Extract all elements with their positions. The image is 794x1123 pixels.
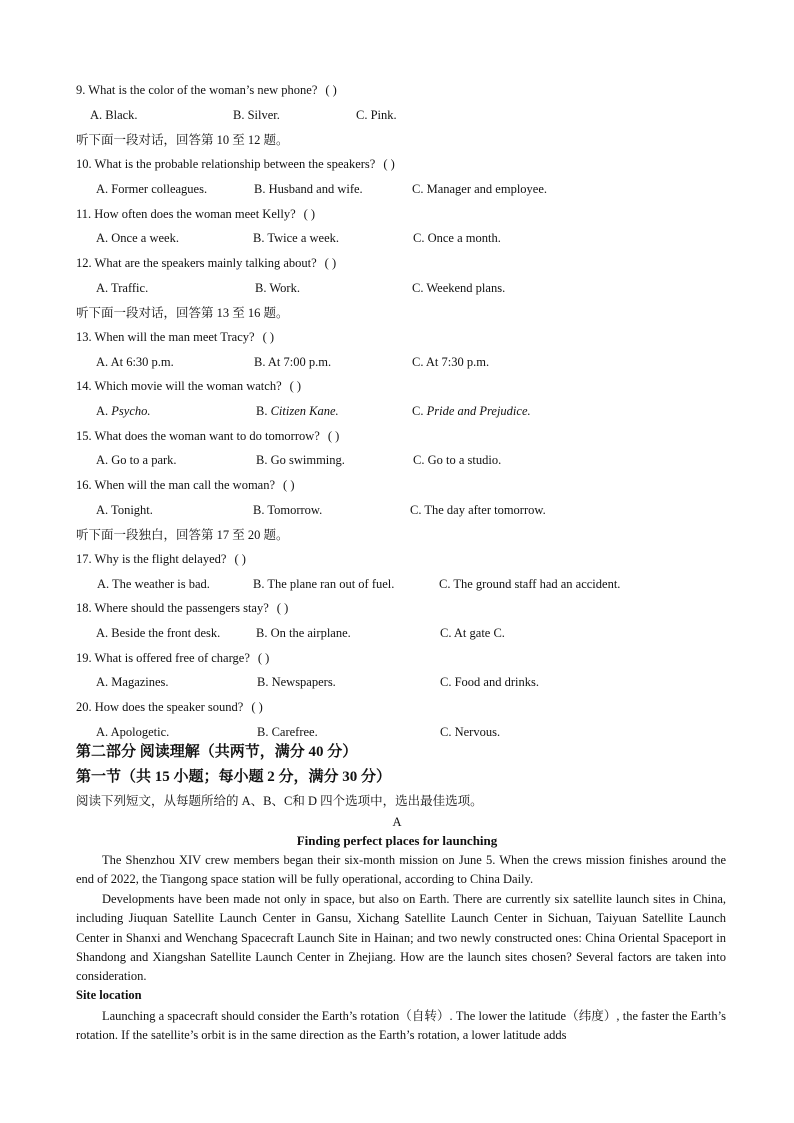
q17-option-c: C. The ground staff had an accident. [439,577,621,591]
paragraph-2: Developments have been made not only in space, but also on Earth. There are currently six satellite launch sites in China, including Jiuquan Satellite Launch Center in Gansu, Xichang Satellite Launch Center in Sichuan, Taiyuan Satellite Launch Center in Shanxi and Wenchang Spacecraft Launch Site in Hainan; and two newly constructed ones: China Oriental Spaceport in Shandong and Xiangshan Satellite Launch Center in Zhejiang. How are the launch sites chosen? Several factors are taken into consideration. [76,891,726,984]
passage-body-continued [76,1007,726,1046]
q14-option-c: C. Pride and Prejudice. [412,404,531,418]
question-18: 18. Where should the passengers stay? ( ) [76,601,289,615]
q9-option-a: A. Black. [90,108,138,122]
q15-option-b: B. Go swimming. [256,453,345,467]
q19-option-b: B. Newspapers. [257,675,336,689]
question-20: 20. How does the speaker sound? ( ) [76,700,263,714]
q11-option-a: A. Once a week. [96,231,179,245]
q19-option-c: C. Food and drinks. [440,675,539,689]
passage-body [76,851,726,987]
q12-option-a: A. Traffic. [96,281,149,295]
question-19: 19. What is offered free of charge? ( ) [76,651,270,665]
q10-option-a: A. Former colleagues. [96,182,208,196]
question-10: 10. What is the probable relationship between the speakers? ( ) [76,157,395,171]
question-14: 14. Which movie will the woman watch? ( ) [76,379,302,393]
q15-option-c: C. Go to a studio. [413,453,502,467]
q12-option-c: C. Weekend plans. [412,281,506,295]
q9-option-b: B. Silver. [233,108,280,122]
q10-option-c: C. Manager and employee. [412,182,548,196]
paragraph-3: Launching a spacecraft should consider the Earth’s rotation（自转）. The lower the latitude（纬度）, the faster the Earth’s rotation. If the satellite’s orbit is in the same direction as the Earth’s rotation, a lower latitude adds [76,1009,726,1043]
q13-option-a: A. At 6:30 p.m. [96,355,174,369]
section-instruction-10-12: 听下面一段对话，回答第 10 至 12 题。 [76,133,289,147]
q20-option-b: B. Carefree. [257,725,318,739]
q20-option-c: C. Nervous. [440,725,501,739]
paragraph-1: The Shenzhou XIV crew members began their six-month mission on June 5. When the crews mission finishes around the end of 2022, the Tiangong space station will be fully operational, according to China Daily. [76,853,726,887]
passage-title: Finding perfect places for launching [296,833,498,848]
q13-option-c: C. At 7:30 p.m. [412,355,490,369]
q16-option-b: B. Tomorrow. [253,503,323,517]
q19-option-a: A. Magazines. [96,675,169,689]
section-instruction-17-20: 听下面一段独白，回答第 17 至 20 题。 [76,528,289,542]
q15-option-a: A. Go to a park. [96,453,177,467]
q16-option-c: C. The day after tomorrow. [410,503,546,517]
question-13: 13. When will the man meet Tracy? ( ) [76,330,275,344]
q14-option-b: B. Citizen Kane. [256,404,339,418]
question-17: 17. Why is the flight delayed? ( ) [76,552,246,566]
question-15: 15. What does the woman want to do tomorrow? ( ) [76,429,340,443]
q11-option-b: B. Twice a week. [253,231,340,245]
question-11: 11. How often does the woman meet Kelly? ( ) [76,207,316,221]
q9-option-c: C. Pink. [356,108,397,122]
q18-option-a: A. Beside the front desk. [96,626,221,640]
q16-option-a: A. Tonight. [96,503,153,517]
q12-option-b: B. Work. [255,281,300,295]
q17-option-a: A. The weather is bad. [97,577,210,591]
q18-option-c: C. At gate C. [440,626,505,640]
q17-option-b: B. The plane ran out of fuel. [253,577,395,591]
question-12: 12. What are the speakers mainly talking about? ( ) [76,256,337,270]
section-1-heading: 第一节（共 15 小题；每小题 2 分，满分 30 分） [76,769,392,785]
q13-option-b: B. At 7:00 p.m. [254,355,332,369]
q10-option-b: B. Husband and wife. [254,182,363,196]
section-instruction-13-16: 听下面一段对话，回答第 13 至 16 题。 [76,306,289,320]
subheading-site-location: Site location [76,988,142,1002]
q14-option-a: A. Psycho. [96,404,151,418]
question-9: 9. What is the color of the woman’s new phone? ( ) [76,83,337,97]
part-2-heading: 第二部分 阅读理解（共两节，满分 40 分） [76,744,358,760]
reading-instruction: 阅读下列短文，从每题所给的 A、B、C和 D 四个选项中，选出最佳选项。 [76,794,483,808]
q20-option-a: A. Apologetic. [96,725,170,739]
passage-letter: A [392,815,402,829]
question-16: 16. When will the man call the woman? ( ) [76,478,295,492]
q18-option-b: B. On the airplane. [256,626,351,640]
q11-option-c: C. Once a month. [413,231,501,245]
